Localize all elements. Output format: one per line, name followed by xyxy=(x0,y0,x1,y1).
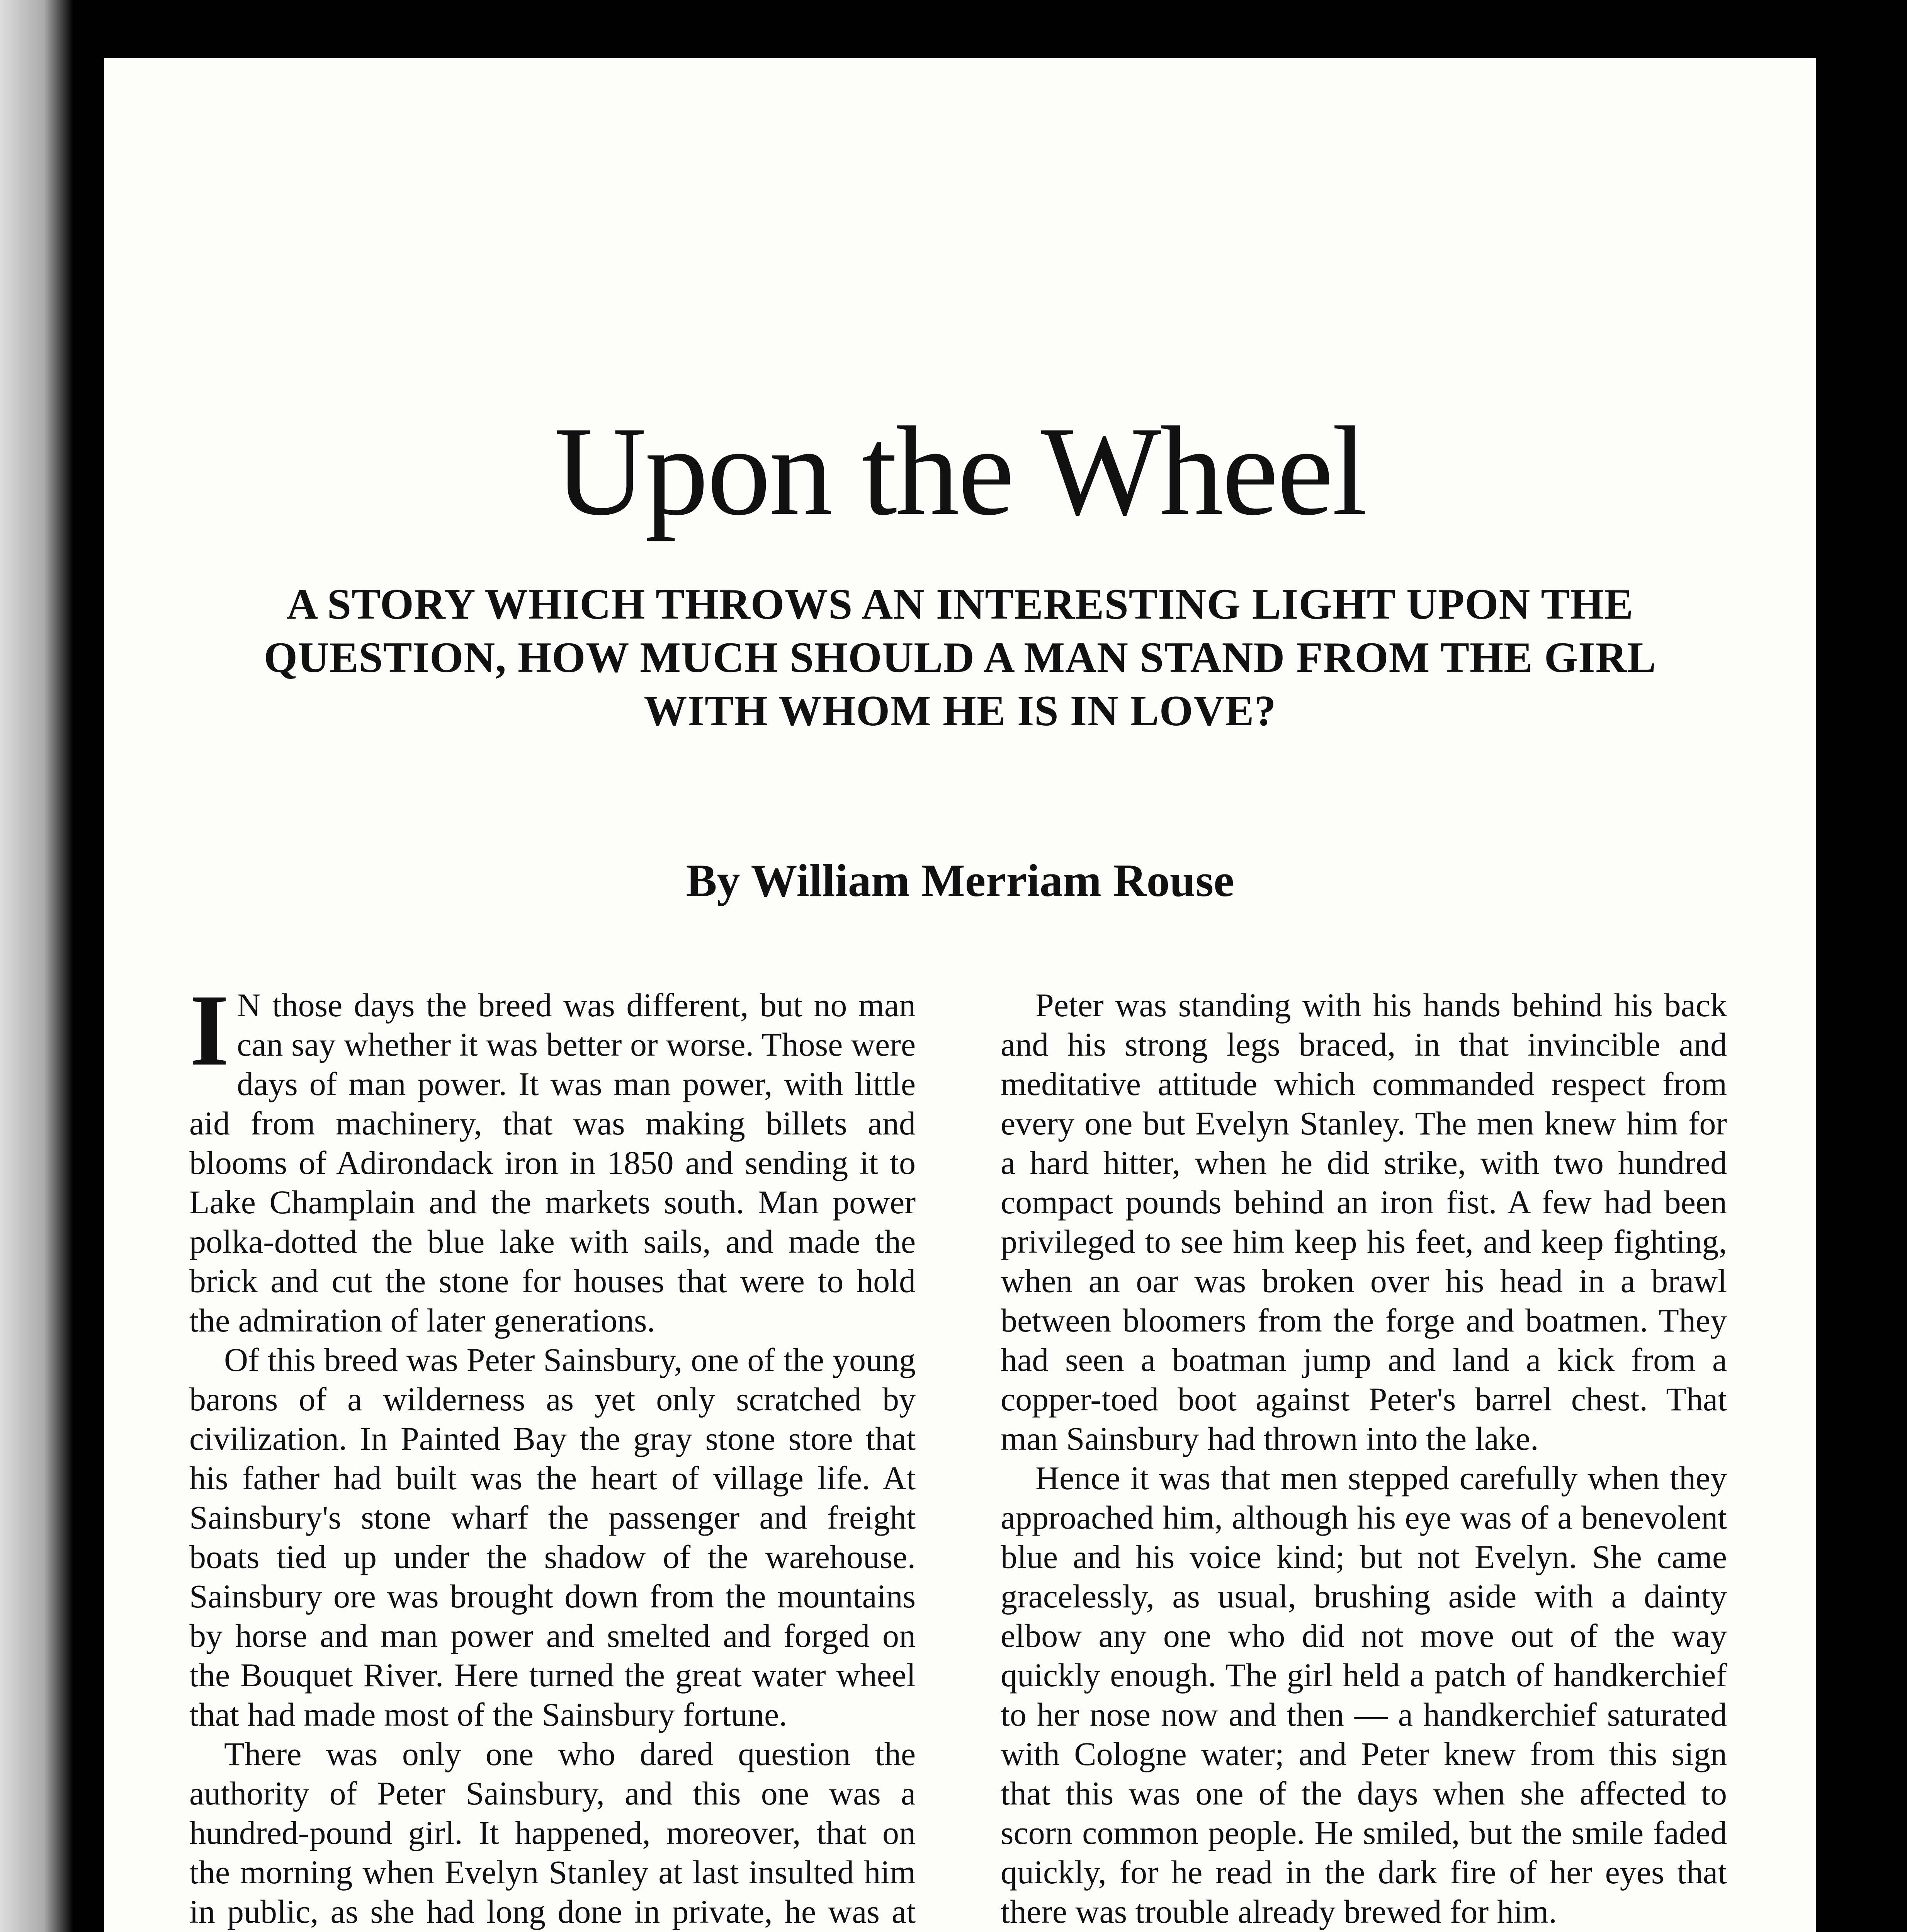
paragraph: Peter was standing with his hands behind his back and his strong legs braced, in that invincible and meditative attitude which commanded respect from every one but Evelyn Stanley. The men knew him for a hard hitter, when he did strike, with two hundred compact pounds behind an iron fist. A few had been privileged to see him keep his feet, and keep fighting, when an oar was broken over his head in a brawl between bloomers from the forge and boatmen. They had seen a boatman jump and land a kick from a copper-toed boot against Peter's barrel chest. That man Sainsbury had thrown into the lake. xyxy=(1001,986,1727,1457)
drop-cap: I xyxy=(189,974,229,1087)
paragraph: There was only one who dared question the authority of Peter Sainsbury, and this one was a hundred-pound girl. It happened, moreover, that on the morning when Evelyn Stanley at last insulted him in public, as she had long done in private, he was at xyxy=(189,1735,916,1930)
right-column xyxy=(1001,985,1727,1932)
text-columns xyxy=(189,974,1727,1932)
article-title: Upon the Wheel xyxy=(554,401,1366,542)
book-page xyxy=(104,58,1816,1932)
article-subtitle: A STORY WHICH THROWS AN INTERESTING LIGHT UPON THE QUESTION, HOW MUCH SHOULD A MAN STAND FROM THE GIRL WITH WHOM HE IS IN LOVE? xyxy=(263,580,1657,735)
paragraph: Hence it was that men stepped carefully when they approached him, although his eye was of a benevolent blue and his voice kind; but not Evelyn. She came gracelessly, as usual, brushing aside with a dainty elbow any one who did not move out of the way quickly enough. The girl held a patch of handkerchief to her nose now and then — a handkerchief saturated with Cologne water; and Peter knew from this sign that this was one of the days when she affected to scorn common people. He smiled, but the smile faded quickly, for he read in the dark fire of her eyes that there was trouble already brewed for him. xyxy=(1001,1459,1727,1930)
paragraph: I N those days the breed was different, but no man can say whether it was better or worse. Those were days of man power. It was man power, with little aid from machinery, that was making billets and blooms of Adirondack iron in 1850 and sending it to Lake Champlain and the markets south. Man power polka-dotted the blue lake with sails, and made the brick and cut the stone for houses that were to hold the admiration of later generations. xyxy=(189,974,916,1339)
left-column xyxy=(189,974,916,1932)
paragraph: Of this breed was Peter Sainsbury, one of the young barons of a wilderness as yet only scratched by civilization. In Painted Bay the gray stone store that his father had built was the heart of village life. At Sainsbury's stone wharf the passenger and freight boats tied up under the shadow of the warehouse. Sainsbury ore was brought down from the mountains by horse and man power and smelted and forged on the Bouquet River. Here turned the great water wheel that had made most of the Sainsbury fortune. xyxy=(189,1341,916,1733)
binding-edge xyxy=(0,0,73,1932)
article-byline: By William Merriam Rouse xyxy=(686,855,1234,906)
